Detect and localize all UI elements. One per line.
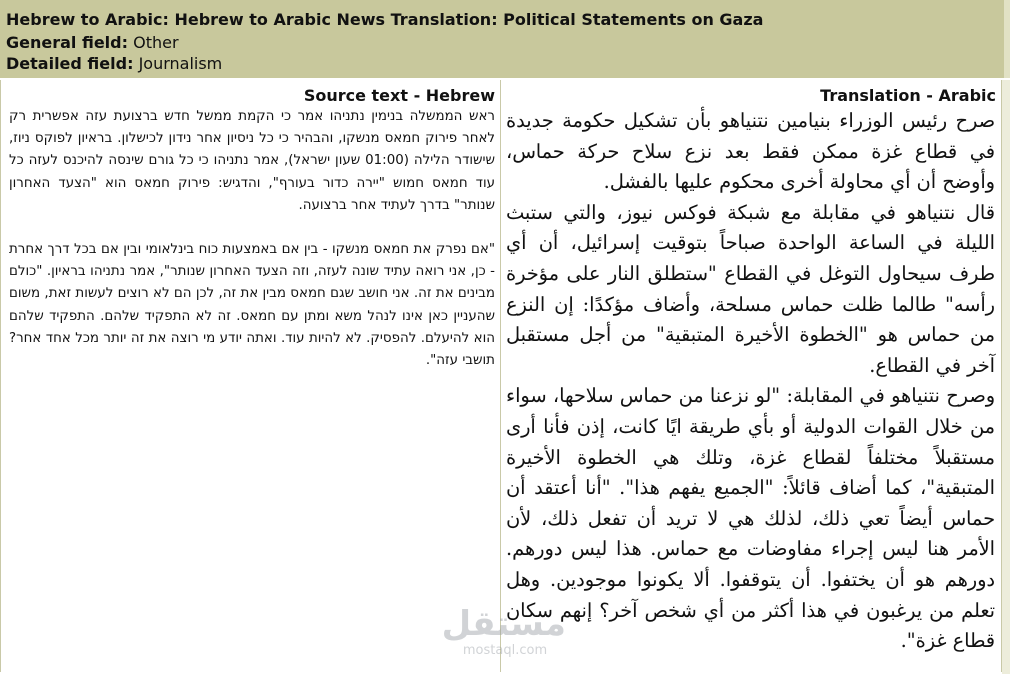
detailed-field-value: Journalism [138,54,223,73]
translation-heading: Translation - Arabic [820,86,996,105]
translation-paragraph: وصرح نتنياهو في المقابلة: "لو نزعنا من حماس سلاحها، سواء من خلال القوات الدولية أو بأي طريقة ايًا كانت، إذن فأنا أرى مستقبلاً مختلفاً لقطاع غزة، وتلك هي الخطوة الأخيرة المتبقية"، كما أضاف قائلاً: "الجميع يفهم هذا". "أنا أعتقد أن حماس أيضاً تعي ذلك، لذلك هي لا تريد أن تفعل ذلك، لأن الأمر هنا ليس إجراء مفاوضات مع حماس. هذا ليس دورهم. دورهم هو أن يختفوا. أن يتوقفوا. ألا يكونوا موجودين. وهل تعلم من يرغبون في هذا أكثر من أي شخص آخر؟ إنهم سكان قطاع غزة". [506,384,995,653]
translation-paragraph: قال نتنياهو في مقابلة مع شبكة فوكس نيوز، والتي ستبث الليلة في الساعة الواحدة صباحاً بتوقيت إسرائيل، أن أي طرف سيحاول التوغل في القطاع "ستطلق النار على مؤخرة رأسه" طالما ظلت حماس مسلحة، وأضاف مؤكدًا: إن النزع من حماس هو "الخطوة الأخيرة المتبقية" من أجل مستقبل آخر في القطاع. [506,200,995,377]
translation-paragraph: صرح رئيس الوزراء بنيامين نتنياهو بأن تشكيل حكومة جديدة في قطاع غزة ممكن فقط بعد نزع سلاح حركة حماس، وأوضح أن أي محاولة أخرى محكوم عليها بالفشل. [506,109,995,194]
source-text-panel [0,80,501,672]
side-strip [1002,80,1010,674]
watermark-url: mostaql.com [462,643,548,658]
source-text-heading: Source text - Hebrew [303,86,495,105]
translation-panel [501,80,1002,672]
detailed-field-row [6,54,222,73]
general-field-row [6,33,179,52]
page-title: Hebrew to Arabic: Hebrew to Arabic News Translation: Political Statements on Gaza [6,10,764,29]
source-paragraph: ראש הממשלה בנימין נתניהו אמר כי הקמת ממשל חדש ברצועת עזה אפשרית רק לאחר פירוק חמאס מנשקו, והבהיר כי כל ניסיון אחר נידון לכישלון. בראיון לפוקס ניוז, שישודר הלילה (01:00 שעון ישראל), אמר נתניהו כי כל גורם שינסה להיכנס לעזה כל עוד חמאס חמוש "יירה כדור בעורף", והדגיש: פירוק חמאס הוא "הצעד האחרון שנותר" בדרך לעתיד אחר ברצועה. [9,109,496,213]
source-paragraph: "אם נפרק את חמאס מנשקו - בין אם באמצעות כוח בינלאומי ובין אם בכל דרך אחרת - כן, אני רואה עתיד שונה לעזה, וזה הצעד האחרון שנותר", אמר נתניהו בראיון. "כולם מבינים את זה. אני חושב שגם חמאס מבין את זה, לכן הם לא רוצים לעשות זאת, משום שהעניין כאן אינו לנהל משא ומתן עם חמאס. זה לא התפקיד שלהם. התפקיד שלהם הוא להיעלם. להפסיק. לא להיות עוד. ואתה יודע מי רוצה את זה יותר מכל אחד אחר? תושבי עזה". [9,242,495,369]
general-field-value: Other [133,33,179,52]
general-field-label: General field: [6,33,129,52]
watermark-logo-text: مستقل [441,604,566,644]
detailed-field-label: Detailed field: [6,54,134,73]
project-header [0,0,1010,78]
